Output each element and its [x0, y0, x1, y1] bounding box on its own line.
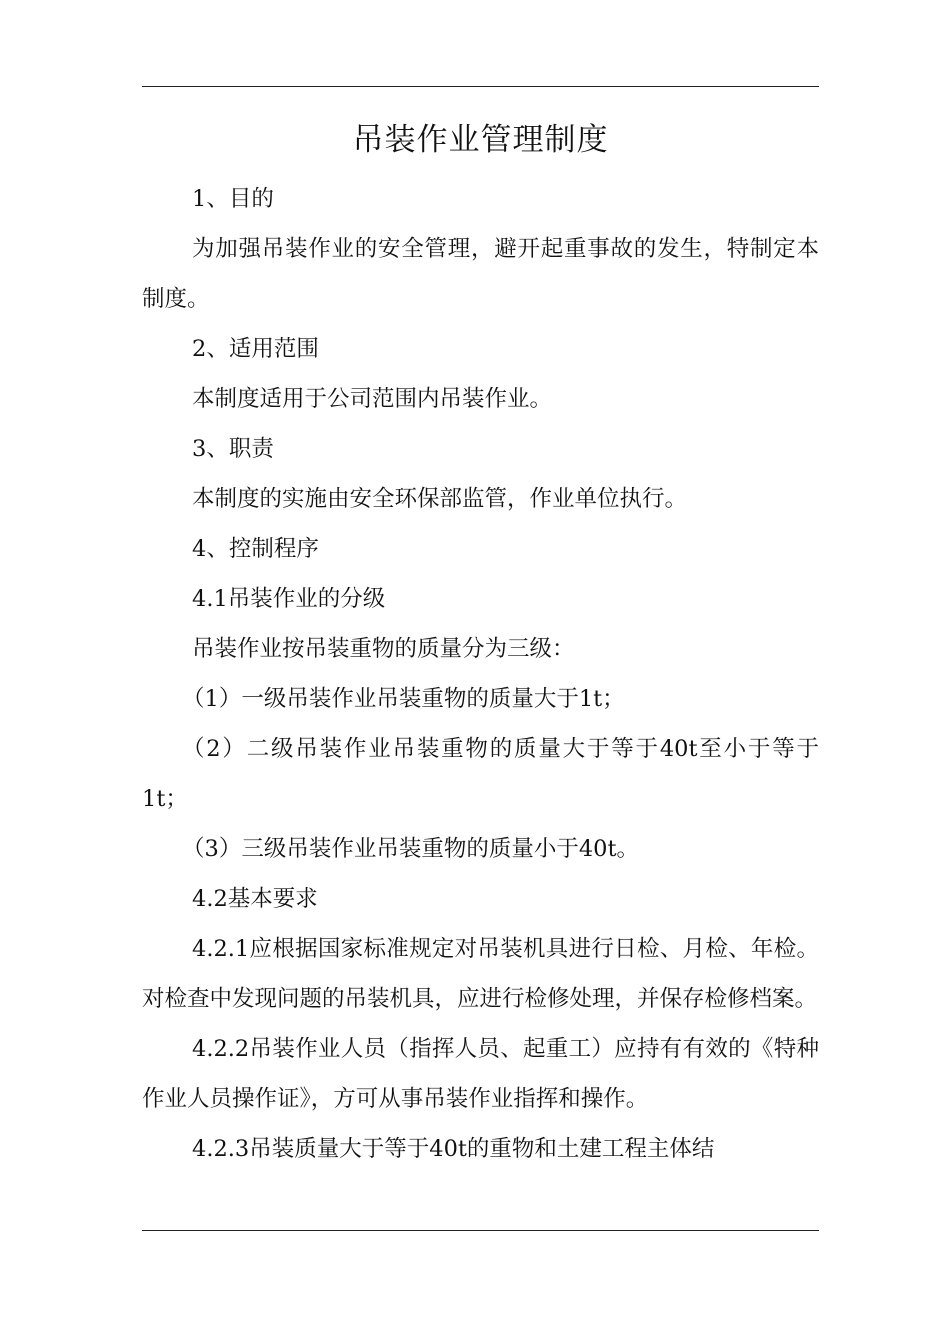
footer-rule [142, 1230, 819, 1231]
document-body [142, 174, 819, 1174]
paragraph-requirement-4-2-1: 4.2.1应根据国家标准规定对吊装机具进行日检、月检、年检。对检查中发现问题的吊装机具，应进行检修处理，并保存检修档案。 [142, 936, 819, 1012]
paragraph-requirement-4-2-3: 4.2.3吊装质量大于等于40t的重物和土建工程主体结 [192, 1136, 715, 1162]
section-heading-duties: 3、职责 [192, 436, 274, 462]
paragraph-classification: 吊装作业按吊装重物的质量分为三级： [192, 636, 575, 662]
list-item-level-2: （2）二级吊装作业吊装重物的质量大于等于40t至小于等于1t； [142, 736, 819, 812]
section-heading-purpose: 1、目的 [192, 186, 274, 212]
paragraph-purpose: 为加强吊装作业的安全管理，避开起重事故的发生，特制定本制度。 [142, 236, 819, 312]
section-heading-scope: 2、适用范围 [192, 336, 319, 362]
subsection-heading-classification: 4.1吊装作业的分级 [192, 586, 386, 612]
document-title: 吊装作业管理制度 [352, 122, 609, 158]
paragraph-duties: 本制度的实施由安全环保部监管，作业单位执行。 [192, 486, 688, 512]
subsection-heading-requirements: 4.2基本要求 [192, 886, 318, 912]
list-item-level-1: （1）一级吊装作业吊装重物的质量大于1t； [182, 686, 625, 712]
header-rule [142, 86, 819, 87]
list-item-level-3: （3）三级吊装作业吊装重物的质量小于40t。 [182, 836, 639, 862]
paragraph-requirement-4-2-2: 4.2.2吊装作业人员（指挥人员、起重工）应持有有效的《特种作业人员操作证》，方可从事吊装作业指挥和操作。 [142, 1036, 819, 1112]
paragraph-scope: 本制度适用于公司范围内吊装作业。 [192, 386, 553, 412]
section-heading-control: 4、控制程序 [192, 536, 319, 562]
